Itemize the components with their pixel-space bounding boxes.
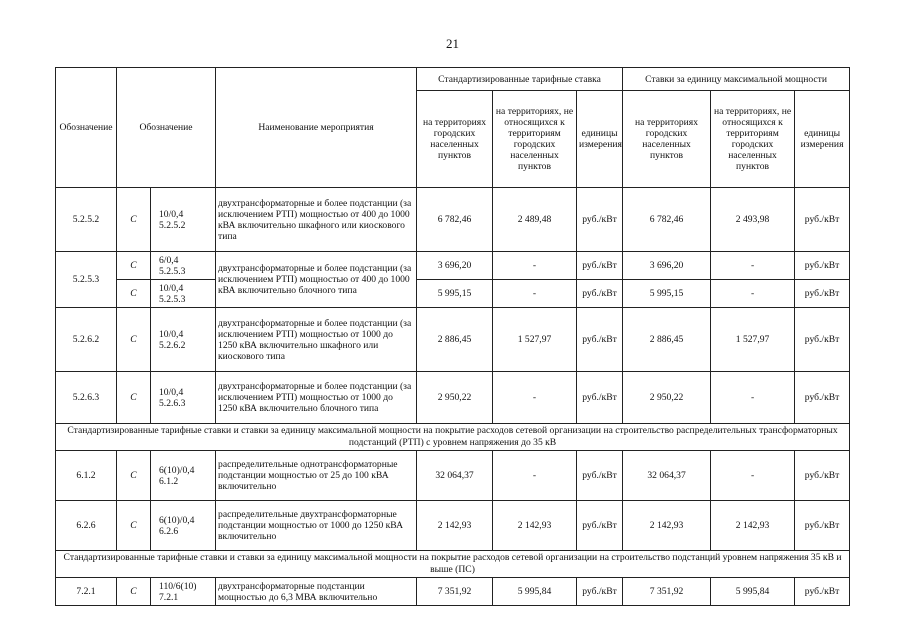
table-row <box>56 578 850 606</box>
page-number: 21 <box>446 36 459 51</box>
row-standard-urban: 2 950,22 <box>417 372 493 424</box>
header-unit-urban: на территориях городских населенных пунктов <box>623 91 711 188</box>
row-unit-unit: руб./кВт <box>795 252 850 280</box>
table-row <box>56 188 850 252</box>
row-category: С <box>117 501 151 551</box>
row-standard-urban: 2 142,93 <box>417 501 493 551</box>
row-name: распределительные двухтрансформаторные подстанции мощностью от 1000 до 1250 кВА включительно <box>216 501 417 551</box>
table-row <box>56 451 850 501</box>
row-unit-urban: 2 886,45 <box>623 308 711 372</box>
table-row <box>56 372 850 424</box>
row-id: 6.2.6 <box>56 501 117 551</box>
row-standard-urban: 5 995,15 <box>417 280 493 308</box>
section-row <box>56 551 850 578</box>
row-standard-nonurban: 2 489,48 <box>493 188 577 252</box>
row-standard-urban: 3 696,20 <box>417 252 493 280</box>
header-standard-nonurban: на территориях, не относящихся к территориям городских населенных пунктов <box>493 91 577 188</box>
row-unit-urban: 2 142,93 <box>623 501 711 551</box>
row-unit-unit: руб./кВт <box>795 308 850 372</box>
section-row <box>56 424 850 451</box>
row-code: 110/6(10) 7.2.1 <box>151 578 216 606</box>
row-name: двухтрансформаторные и более подстанции (за исключением РТП) мощностью от 1000 до 1250 кВА включительно шкафного или киоскового типа <box>216 308 417 372</box>
row-unit-nonurban: - <box>711 372 795 424</box>
row-unit-unit: руб./кВт <box>795 280 850 308</box>
row-unit-nonurban: 5 995,84 <box>711 578 795 606</box>
section-heading-rtp: Стандартизированные тарифные ставки и ставки за единицу максимальной мощности на покрытие расходов сетевой организации на строительство распределительных трансформаторных подстанций (РТП) с уровнем напряжения до 35 кВ <box>56 424 850 451</box>
table-row <box>56 252 850 280</box>
row-id: 5.2.6.3 <box>56 372 117 424</box>
row-standard-urban: 2 886,45 <box>417 308 493 372</box>
tariff-table <box>55 67 850 606</box>
row-standard-unit: руб./кВт <box>577 252 623 280</box>
header-event-name: Наименование мероприятия <box>216 68 417 188</box>
row-code: 10/0,4 5.2.5.2 <box>151 188 216 252</box>
row-unit-nonurban: - <box>711 451 795 501</box>
row-code: 6(10)/0,4 6.1.2 <box>151 451 216 501</box>
table-row <box>56 501 850 551</box>
row-category: С <box>117 451 151 501</box>
row-standard-urban: 7 351,92 <box>417 578 493 606</box>
table-row <box>56 280 850 308</box>
row-unit-urban: 6 782,46 <box>623 188 711 252</box>
header-standard-urban: на территориях городских населенных пунктов <box>417 91 493 188</box>
row-id: 5.2.6.2 <box>56 308 117 372</box>
row-name: двухтрансформаторные подстанции мощностью до 6,3 МВА включительно <box>216 578 417 606</box>
row-category: С <box>117 280 151 308</box>
row-category: С <box>117 188 151 252</box>
row-unit-nonurban: - <box>711 280 795 308</box>
table-row <box>56 308 850 372</box>
header-row-1 <box>56 68 850 91</box>
row-standard-nonurban: 2 142,93 <box>493 501 577 551</box>
header-standard-units: единицы измерения <box>577 91 623 188</box>
row-id: 5.2.5.3 <box>56 252 117 308</box>
header-unit-nonurban: на территориях, не относящихся к территориям городских населенных пунктов <box>711 91 795 188</box>
row-standard-unit: руб./кВт <box>577 578 623 606</box>
row-name: распределительные однотрансформаторные подстанции мощностью от 25 до 100 кВА включительно <box>216 451 417 501</box>
row-unit-nonurban: 2 142,93 <box>711 501 795 551</box>
row-standard-nonurban: - <box>493 252 577 280</box>
row-code: 10/0,4 5.2.6.2 <box>151 308 216 372</box>
row-code: 10/0,4 5.2.6.3 <box>151 372 216 424</box>
row-standard-urban: 32 064,37 <box>417 451 493 501</box>
row-standard-nonurban: 5 995,84 <box>493 578 577 606</box>
row-unit-urban: 5 995,15 <box>623 280 711 308</box>
header-designation: Обозначение <box>117 68 216 188</box>
row-unit-nonurban: - <box>711 252 795 280</box>
header-designation-main: Обозначение <box>56 68 117 188</box>
row-unit-nonurban: 1 527,97 <box>711 308 795 372</box>
header-per-unit-rates: Ставки за единицу максимальной мощности <box>623 68 850 91</box>
row-code: 10/0,4 5.2.5.3 <box>151 280 216 308</box>
row-category: С <box>117 578 151 606</box>
row-unit-urban: 3 696,20 <box>623 252 711 280</box>
row-name: двухтрансформаторные и более подстанции (за исключением РТП) мощностью от 400 до 1000 кВА включительно шкафного или киоскового типа <box>216 188 417 252</box>
row-code: 6/0,4 5.2.5.3 <box>151 252 216 280</box>
row-unit-urban: 7 351,92 <box>623 578 711 606</box>
row-standard-unit: руб./кВт <box>577 308 623 372</box>
row-name: двухтрансформаторные и более подстанции (за исключением РТП) мощностью от 400 до 1000 кВА включительно блочного типа <box>216 252 417 308</box>
row-id: 7.2.1 <box>56 578 117 606</box>
row-standard-nonurban: - <box>493 280 577 308</box>
header-unit-units: единицы измерения <box>795 91 850 188</box>
row-standard-urban: 6 782,46 <box>417 188 493 252</box>
section-heading-ps: Стандартизированные тарифные ставки и ставки за единицу максимальной мощности на покрытие расходов сетевой организации на строительство подстанций уровнем напряжения 35 кВ и выше (ПС) <box>56 551 850 578</box>
row-unit-unit: руб./кВт <box>795 372 850 424</box>
row-standard-unit: руб./кВт <box>577 372 623 424</box>
header-standard-rates: Стандартизированные тарифные ставка <box>417 68 623 91</box>
row-standard-unit: руб./кВт <box>577 188 623 252</box>
row-id: 6.1.2 <box>56 451 117 501</box>
row-id: 5.2.5.2 <box>56 188 117 252</box>
row-standard-unit: руб./кВт <box>577 501 623 551</box>
row-category: С <box>117 308 151 372</box>
row-unit-nonurban: 2 493,98 <box>711 188 795 252</box>
row-category: С <box>117 252 151 280</box>
row-standard-unit: руб./кВт <box>577 451 623 501</box>
row-standard-nonurban: - <box>493 451 577 501</box>
row-unit-urban: 2 950,22 <box>623 372 711 424</box>
row-code: 6(10)/0,4 6.2.6 <box>151 501 216 551</box>
row-unit-unit: руб./кВт <box>795 188 850 252</box>
row-unit-unit: руб./кВт <box>795 451 850 501</box>
row-standard-nonurban: 1 527,97 <box>493 308 577 372</box>
row-standard-unit: руб./кВт <box>577 280 623 308</box>
row-name: двухтрансформаторные и более подстанции (за исключением РТП) мощностью от 1000 до 1250 кВА включительно блочного типа <box>216 372 417 424</box>
row-category: С <box>117 372 151 424</box>
row-unit-urban: 32 064,37 <box>623 451 711 501</box>
row-standard-nonurban: - <box>493 372 577 424</box>
row-unit-unit: руб./кВт <box>795 578 850 606</box>
row-unit-unit: руб./кВт <box>795 501 850 551</box>
